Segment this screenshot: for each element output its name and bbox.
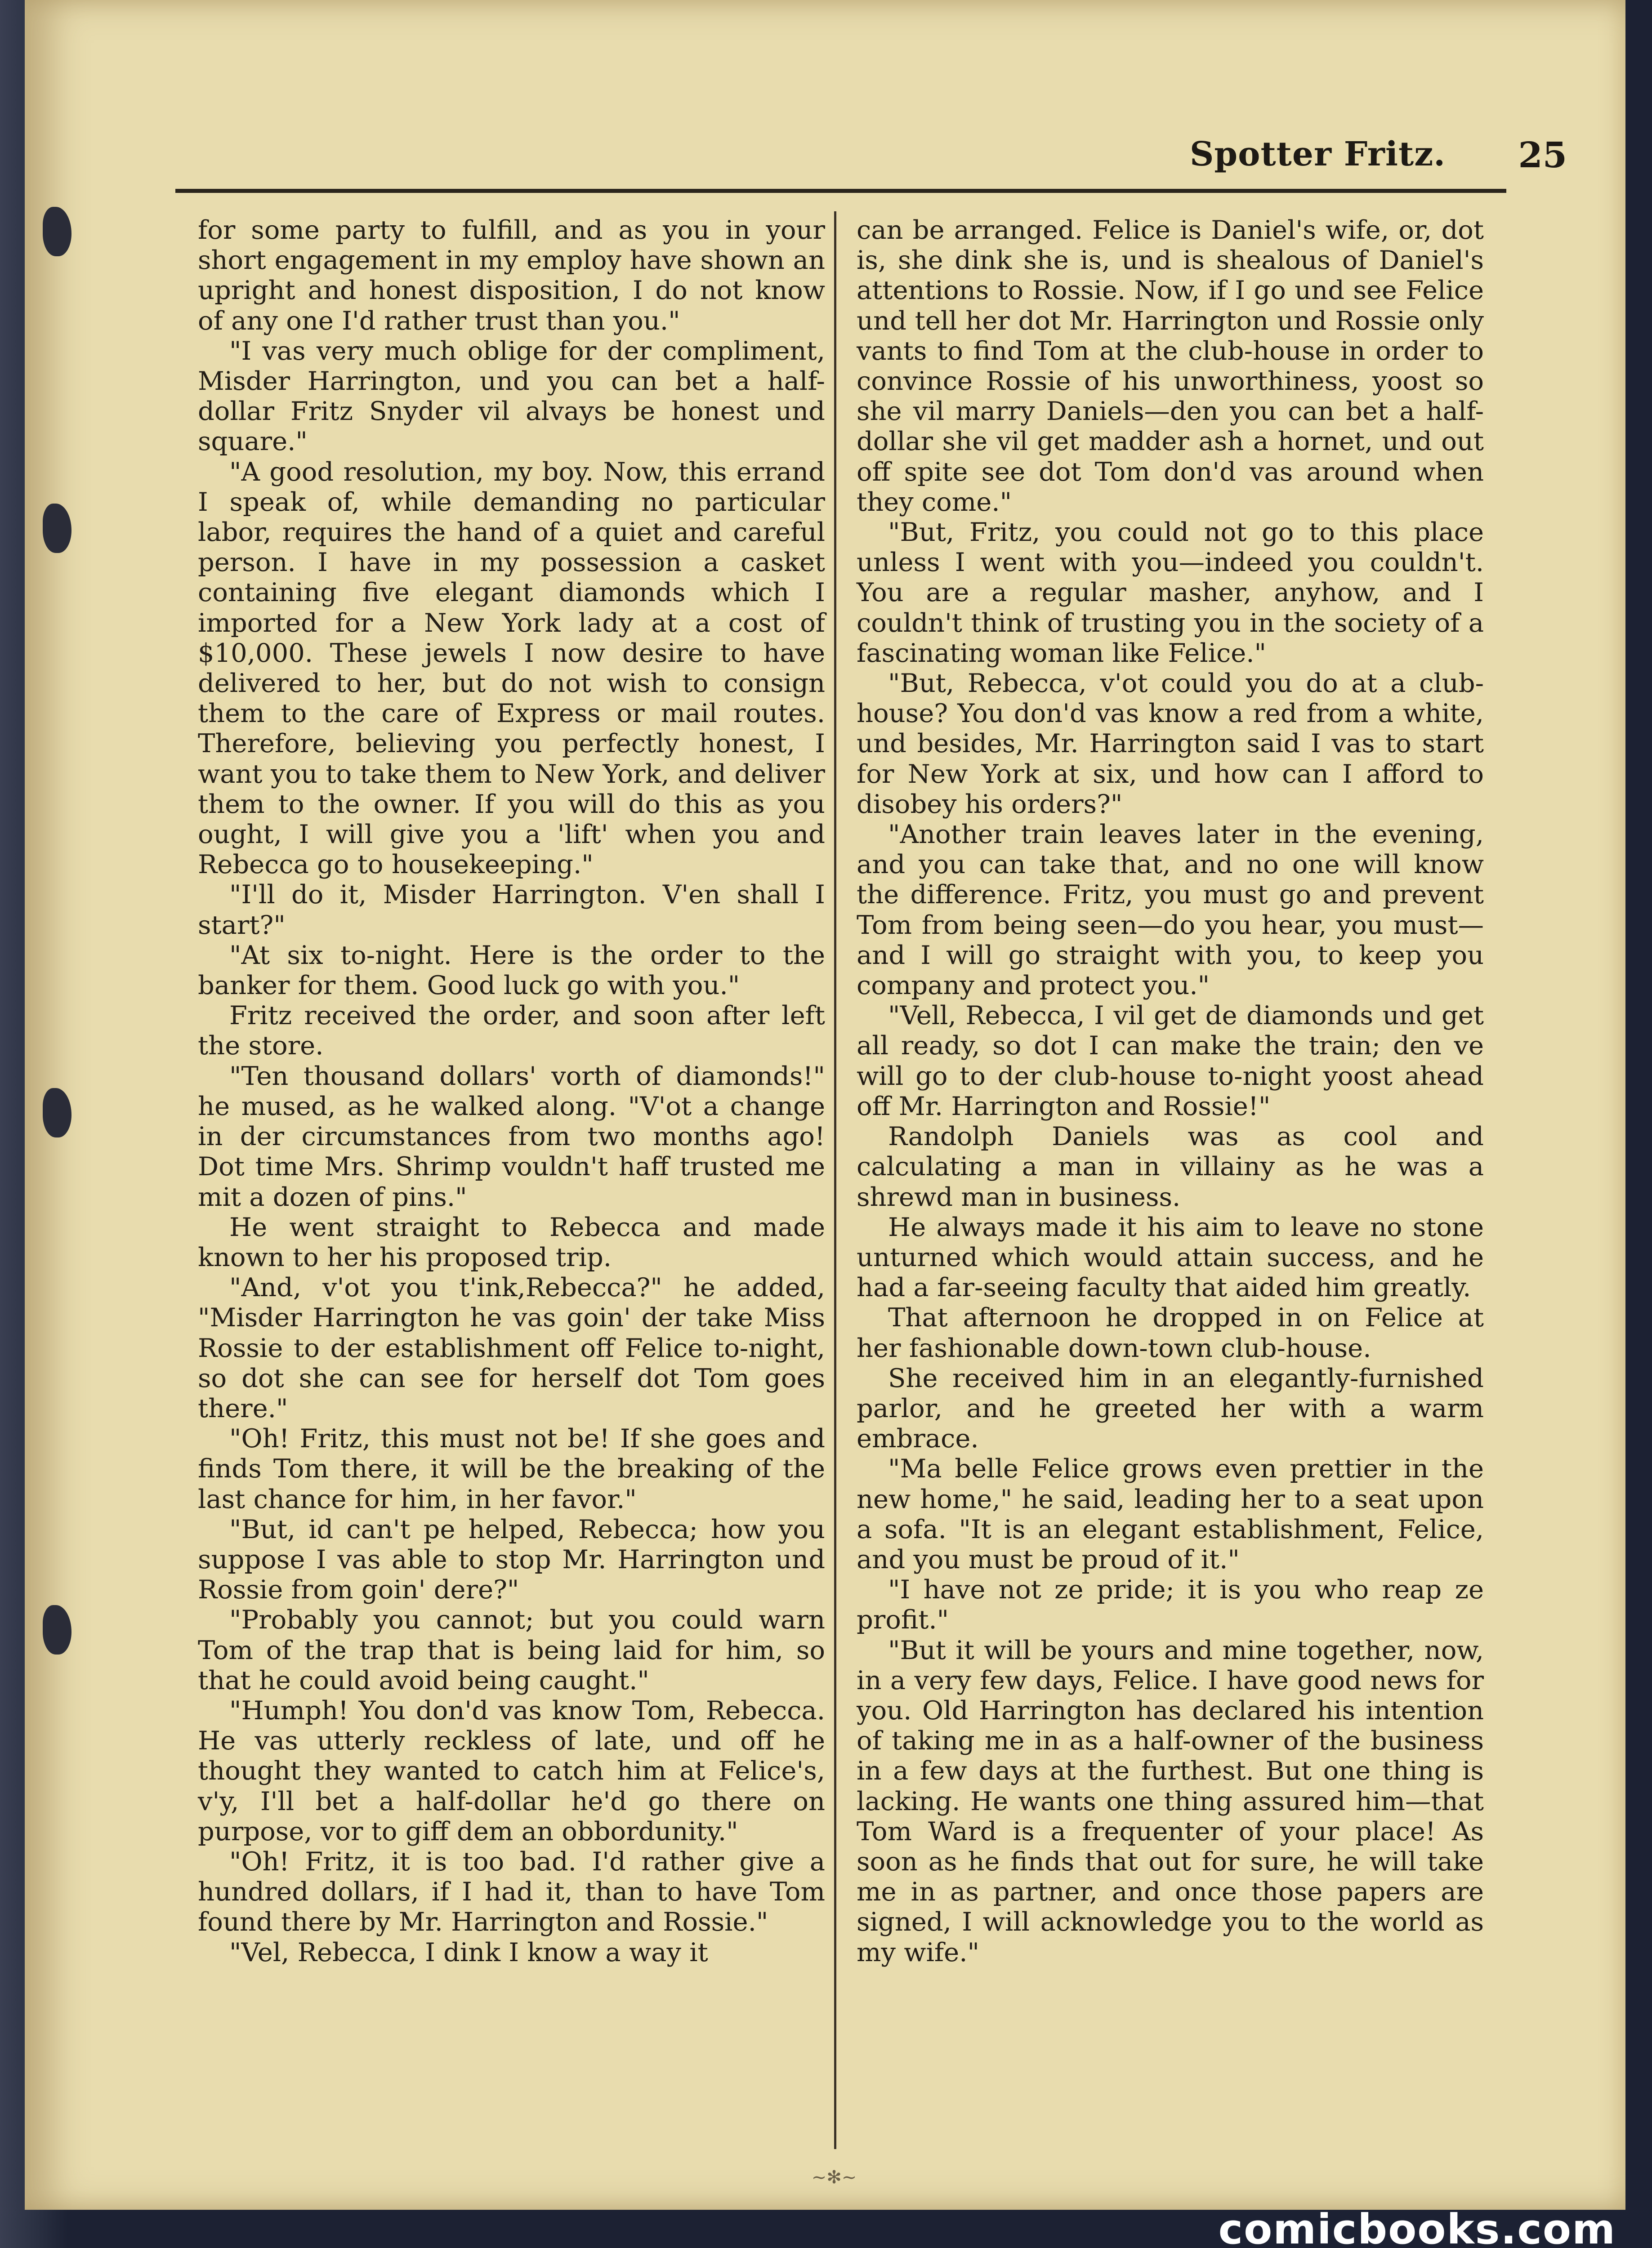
paragraph: "Probably you cannot; but you could warn Tom of the trap that is being laid for him, so that he could avoid being caught." (198, 1605, 825, 1695)
paragraph: He always made it his aim to leave no stone unturned which would attain success, and he had a far-seeing faculty that aided him greatly. (857, 1212, 1484, 1303)
column-divider (834, 211, 836, 2149)
paragraph: "I have not ze pride; it is you who reap ze profit." (857, 1574, 1484, 1635)
paragraph: "Ten thousand dollars' vorth of diamonds!" he mused, as he walked along. "V'ot a change in der circumstances from two months ago! Dot time Mrs. Shrimp vouldn't haff trusted me mit a dozen of pins." (198, 1061, 825, 1212)
paragraph: "But it will be yours and mine together, now, in a very few days, Felice. I have good news for you. Old Harrington has declared his intention of taking me in as a half-owner of the business in a few days at the furthest. But one thing is lacking. He wants one thing assured him—that Tom Ward is a frequenter of your place! As soon as he finds that out for sure, he will take me in as partner, and once those papers are signed, I will acknowledge you to the world as my wife." (857, 1635, 1484, 1967)
paragraph: can be arranged. Felice is Daniel's wife, or, dot is, she dink she is, und is shealous of Daniel's attentions to Rossie. Now, if I go und see Felice und tell her dot Mr. Harrington und Rossie only vants to find Tom at the club-house in order to convince Rossie of his unworthiness, yoost so she vil marry Daniels—den you can bet a half-dollar she vil get madder ash a hornet, und out off spite see dot Tom don'd vas around when they come." (857, 215, 1484, 517)
right-column (857, 215, 1484, 2148)
paragraph: He went straight to Rebecca and made known to her his proposed trip. (198, 1212, 825, 1272)
paragraph: "A good resolution, my boy. Now, this errand I speak of, while demanding no particular labor, requires the hand of a quiet and careful person. I have in my possession a casket containing five elegant diamonds which I imported for a New York lady at a cost of $10,000. These jewels I now desire to have delivered to her, but do not wish to consign them to the care of Express or mail routes. Therefore, believing you perfectly honest, I want you to take them to New York, and deliver them to the owner. If you will do this as you ought, I will give you a 'lift' when you and Rebecca go to housekeeping." (198, 456, 825, 880)
paragraph: "I'll do it, Misder Harrington. V'en shall I start?" (198, 879, 825, 940)
paragraph: for some party to fulfill, and as you in your short engagement in my employ have shown an upright and honest disposition, I do not know of any one I'd rather trust than you." (198, 215, 825, 336)
running-head (25, 135, 1625, 189)
paragraph: "Oh! Fritz, this must not be! If she goes and finds Tom there, it will be the breaking of the last chance for him, in her favor." (198, 1423, 825, 1514)
paragraph: "At six to-night. Here is the order to the banker for them. Good luck go with you." (198, 940, 825, 1001)
paragraph: "Humph! You don'd vas know Tom, Rebecca. He vas utterly reckless of late, und off he thought they wanted to catch him at Felice's, v'y, I'll bet a half-dollar he'd go there on purpose, vor to giff dem an obbordunity." (198, 1695, 825, 1847)
paragraph: She received him in an elegantly-furnished parlor, and he greeted her with a warm embrace. (857, 1363, 1484, 1454)
running-head-title: Spotter Fritz. (1189, 135, 1446, 174)
paragraph: "But, Fritz, you could not go to this place unless I went with you—indeed you couldn't. You are a regular masher, anyhow, and I couldn't think of trusting you in the society of a fascinating woman like Felice." (857, 517, 1484, 668)
paragraph: "But, id can't pe helped, Rebecca; how you suppose I vas able to stop Mr. Harrington und Rossie from goin' dere?" (198, 1514, 825, 1605)
paragraph: "Another train leaves later in the evening, and you can take that, and no one will know the difference. Fritz, you must go and prevent Tom from being seen—do you hear, you must—and I will go straight with you, to keep you company and protect you." (857, 819, 1484, 1001)
header-rule (175, 189, 1506, 193)
left-column (198, 215, 825, 2148)
paragraph: "I vas very much oblige for der compliment, Misder Harrington, und you can bet a half-dollar Fritz Snyder vil alvays be honest und square." (198, 335, 825, 457)
paragraph: That afternoon he dropped in on Felice at her fashionable down-town club-house. (857, 1302, 1484, 1363)
paragraph: "Ma belle Felice grows even prettier in the new home," he said, leading her to a seat upon a sofa. "It is an elegant establishment, Felice, and you must be proud of it." (857, 1454, 1484, 1574)
watermark: comicbooks.com (1218, 2205, 1616, 2248)
paragraph: "Vell, Rebecca, I vil get de diamonds und get all ready, so dot I can make the train; den ve will go to der club-house to-night yoost ahead off Mr. Harrington and Rossie!" (857, 1000, 1484, 1121)
ornament-icon: ~✻~ (811, 2167, 857, 2188)
paragraph: "Vel, Rebecca, I dink I know a way it (229, 1937, 708, 1967)
binding-hole (43, 1605, 71, 1655)
paragraph: Fritz received the order, and soon after left the store. (198, 1000, 825, 1061)
paragraph: Randolph Daniels was as cool and calculating a man in villainy as he was a shrewd man in business. (857, 1121, 1484, 1212)
paragraph: "Oh! Fritz, it is too bad. I'd rather give a hundred dollars, if I had it, than to have Tom found there by Mr. Harrington and Rossie." (198, 1846, 825, 1937)
binding-hole (43, 207, 71, 256)
paragraph: "But, Rebecca, v'ot could you do at a club-house? You don'd vas know a red from a white, und besides, Mr. Harrington said I vas to start for New York at six, und how can I afford to disobey his orders?" (857, 668, 1484, 819)
binding-hole (43, 504, 71, 553)
binding-hole (43, 1088, 71, 1137)
paragraph: "And, v'ot you t'ink,Rebecca?" he added, "Misder Harrington he vas goin' der take Miss Rossie to der establishment off Felice to-night, so dot she can see for herself dot Tom goes there." (198, 1272, 825, 1423)
page-number: 25 (1518, 135, 1567, 176)
